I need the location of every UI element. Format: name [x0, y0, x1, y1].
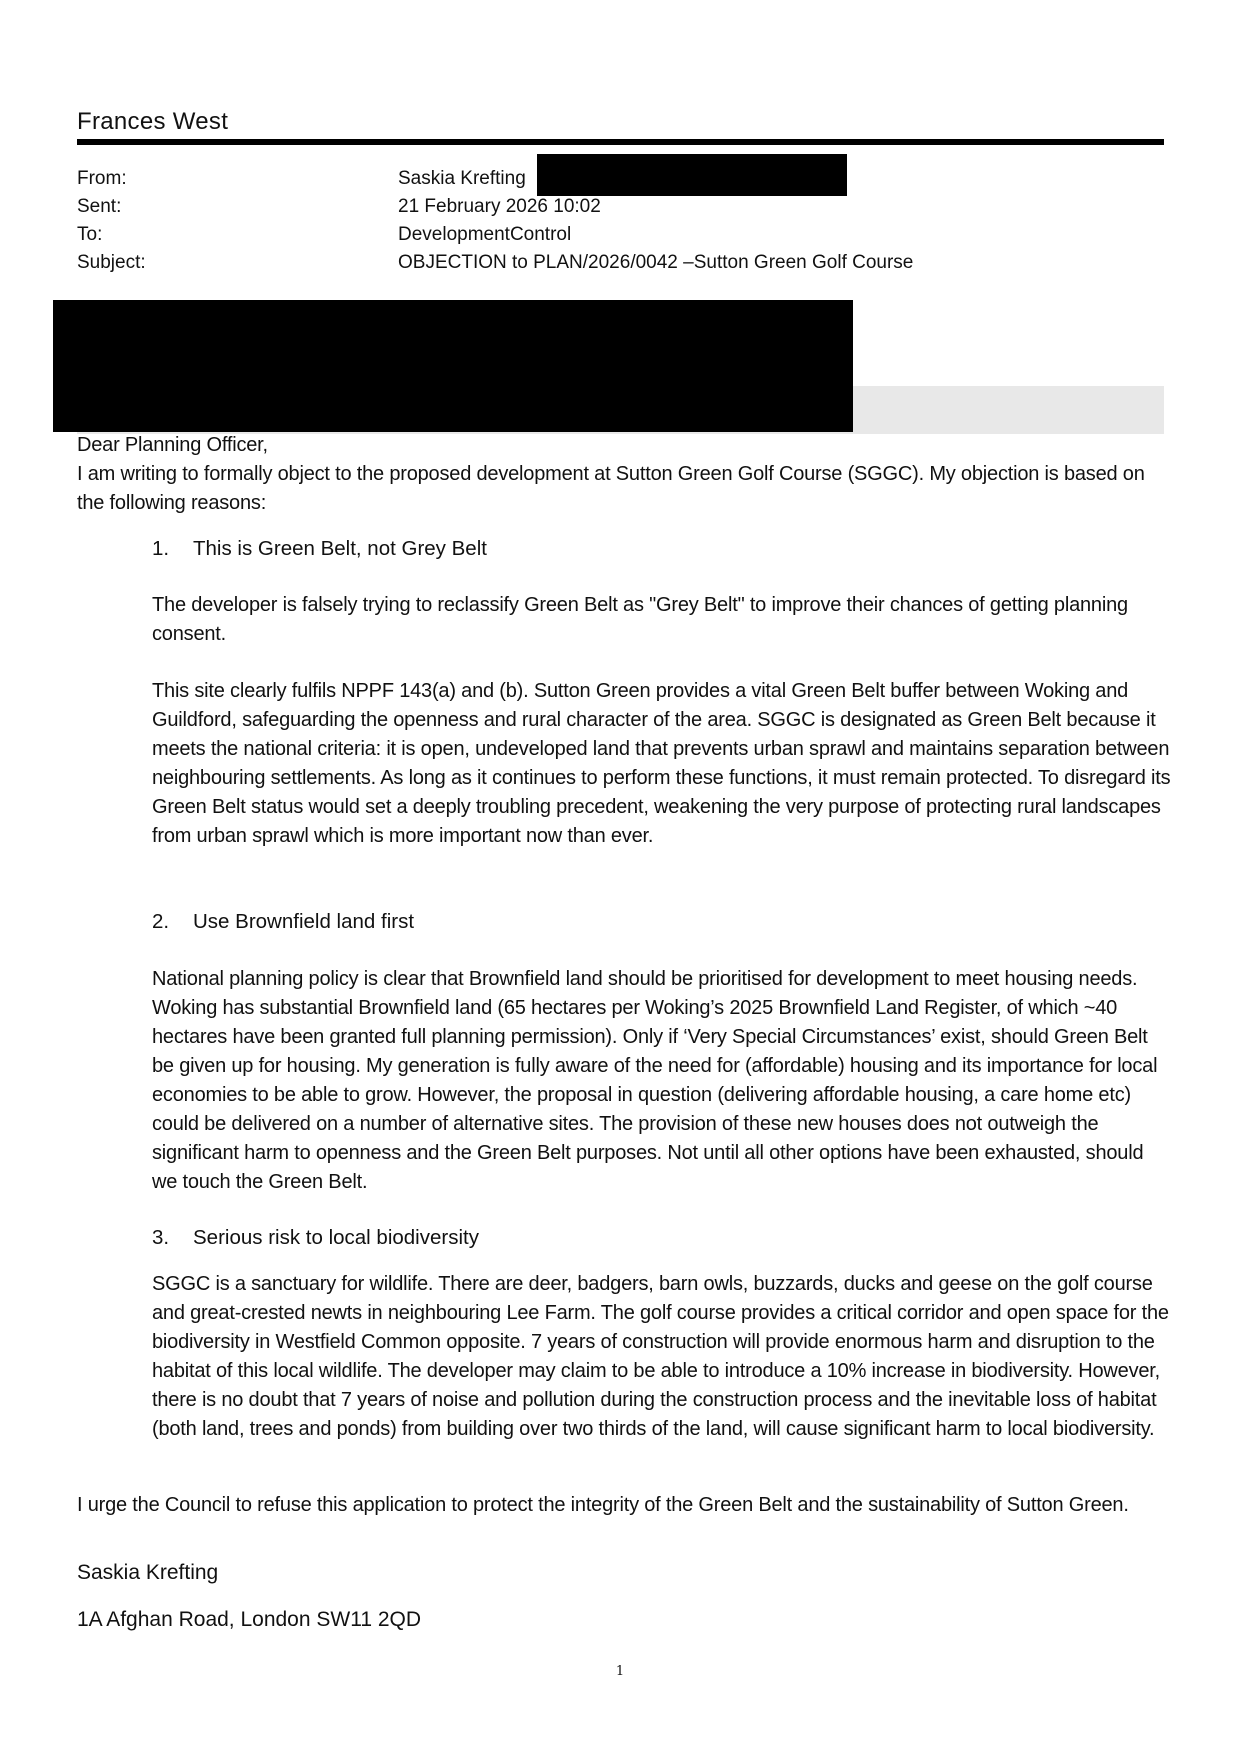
subject-label: Subject:: [77, 252, 146, 273]
section-3-title: Serious risk to local biodiversity: [193, 1226, 479, 1249]
document-owner-name: Frances West: [77, 108, 229, 135]
sent-value: 21 February 2026 10:02: [398, 196, 601, 217]
section-1-number: 1.: [152, 537, 170, 560]
signature-address: 1A Afghan Road, London SW11 2QD: [77, 1608, 422, 1631]
closing-paragraph: I urge the Council to refuse this application to protect the integrity of the Green Belt and the sustainability of Sutton Green.: [77, 1494, 1129, 1516]
section-3-number: 3.: [152, 1226, 170, 1249]
from-label: From:: [77, 168, 127, 189]
section-1-paragraph-1: The developer is falsely trying to reclassify Green Belt as "Grey Belt" to improve their chances of getting planning consent.: [152, 594, 1128, 645]
section-1-paragraph-2: This site clearly fulfils NPPF 143(a) and (b). Sutton Green provides a vital Green Belt buffer between Woking and Guildford, safeguarding the openness and rural character of the area. SGGC is designated as Green Belt because it meets the national criteria: it is open, undeveloped land that prevents urban sprawl and maintains separation between neighbouring settlements. As long as it continues to perform these functions, it must remain protected. To disregard its Green Belt status would set a deeply troubling precedent, weakening the very purpose of protecting rural landscapes from urban sprawl which is more important now than ever.: [152, 680, 1171, 847]
section-2-paragraph-1: National planning policy is clear that Brownfield land should be prioritised for development to meet housing needs. Woking has substantial Brownfield land (65 hectares per Woking’s 2025 Brownfield Land Register, of which ~40 hectares have been granted full planning permission). Only if ‘Very Special Circumstances’ exist, should Green Belt be given up for housing. My generation is fully aware of the need for (affordable) housing and its importance for local economies to be able to grow. However, the proposal in question (delivering affordable housing, a care home etc) could be delivered on a number of alternative sites. The provision of these new houses does not outweigh the significant harm to openness and the Green Belt purposes. Not until all other options have been exhausted, should we touch the Green Belt.: [152, 968, 1158, 1193]
page-number: 1: [615, 1664, 625, 1679]
section-1-title: This is Green Belt, not Grey Belt: [193, 537, 487, 560]
intro-paragraph: I am writing to formally object to the proposed development at Sutton Green Golf Course (SGGC). My objection is based on the following reasons:: [77, 463, 1145, 514]
section-2-heading: [152, 910, 414, 934]
sent-label: Sent:: [77, 196, 122, 217]
section-1-heading: [152, 537, 487, 561]
section-2-number: 2.: [152, 910, 170, 933]
redaction-email-address: [537, 154, 847, 196]
signature-name: Saskia Krefting: [77, 1561, 219, 1584]
section-3-heading: [152, 1226, 479, 1250]
to-value: DevelopmentControl: [398, 224, 572, 245]
header-divider: [77, 139, 1164, 145]
to-label: To:: [77, 224, 103, 245]
subject-value: OBJECTION to PLAN/2026/0042 –Sutton Green Golf Course: [398, 252, 914, 273]
from-value: Saskia Krefting: [398, 168, 526, 189]
section-2-title: Use Brownfield land first: [193, 910, 415, 933]
section-3-paragraph-1: SGGC is a sanctuary for wildlife. There are deer, badgers, barn owls, buzzards, ducks and geese on the golf course and great-crested newts in neighbouring Lee Farm. The golf course provides a critical corridor and open space for the biodiversity in Westfield Common opposite. 7 years of construction will provide enormous harm and disruption to the habitat of this local wildlife. The developer may claim to be able to introduce a 10% increase in biodiversity. However, there is no doubt that 7 years of noise and pollution during the construction process and the inevitable loss of habitat (both land, trees and ponds) from building over two thirds of the land, will cause significant harm to local biodiversity.: [152, 1273, 1169, 1440]
redaction-block: [53, 300, 853, 432]
salutation: Dear Planning Officer,: [77, 434, 268, 456]
